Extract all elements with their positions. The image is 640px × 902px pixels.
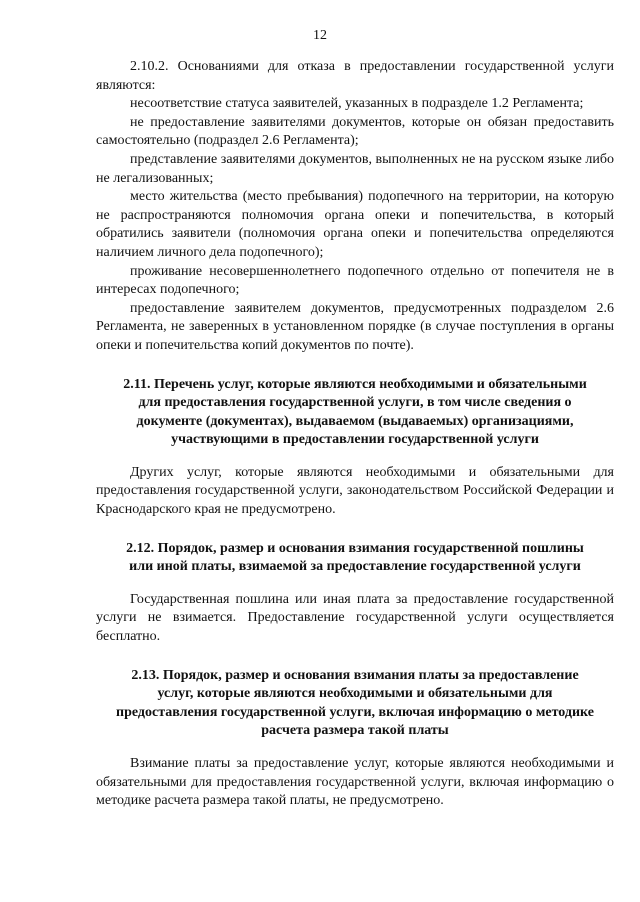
section-2-12-body: Государственная пошлина или иная плата за предоставление государственной услуги не взимается. Предоставление государственной услуги осуществляется бесплатно. (96, 591, 614, 645)
refusal-ground-2: не предоставление заявителями документов, которые он обязан предоставить самостоятельно (подраздел 2.6 Регламента); (96, 114, 614, 149)
refusal-ground-6: предоставление заявителем документов, предусмотренных подразделом 2.6 Регламента, не заверенных в установленном порядке (в случае поступления в органы опеки и попечительства копий документов по почте). (96, 300, 614, 353)
page-content (96, 58, 614, 811)
page-number: 12 (313, 28, 327, 43)
refusal-ground-4: место жительства (место пребывания) подопечного на территории, на которую не распространяются полномочия органа опеки и попечительства, в который обратились заявители (полномочия органа опеки и попечительства определяются наличием личного дела подопечного); (96, 189, 614, 260)
refusal-ground-1: несоответствие статуса заявителей, указанных в подразделе 1.2 Регламента; (130, 96, 584, 112)
section-2-12-heading: 2.12. Порядок, размер и основания взимания государственной пошлины или иной платы, взимаемой за предоставление государственной услуги (126, 540, 584, 575)
section-2-10-2-intro: 2.10.2. Основаниями для отказа в предоставлении государственной услуги являются: (96, 59, 614, 93)
section-2-11-body: Других услуг, которые являются необходимыми и обязательными для предоставления государственной услуги, законодательством Российской Федерации и Краснодарского края не предусмотрено. (96, 464, 614, 518)
refusal-ground-5: проживание несовершеннолетнего подопечного отдельно от попечителя не в интересах подопечного; (96, 263, 614, 298)
section-2-11-heading: 2.11. Перечень услуг, которые являются необходимыми и обязательными для предоставления государственной услуги, в том числе сведения о документе (документах), выдаваемом (выдаваемых) организациями, участвующими в предоставлении государственной услуги (123, 376, 587, 448)
section-2-13-heading: 2.13. Порядок, размер и основания взимания платы за предоставление услуг, которые являются необходимыми и обязательными для предоставления государственной услуги, включая информацию о методике расчета размера такой платы (116, 667, 594, 739)
refusal-ground-3: представление заявителями документов, выполненных не на русском языке либо не легализованных; (96, 151, 614, 186)
section-2-13-body: Взимание платы за предоставление услуг, которые являются необходимыми и обязательными для предоставления государственной услуги, включая информацию о методике расчета размера такой платы, не предусмотрено. (96, 756, 614, 809)
